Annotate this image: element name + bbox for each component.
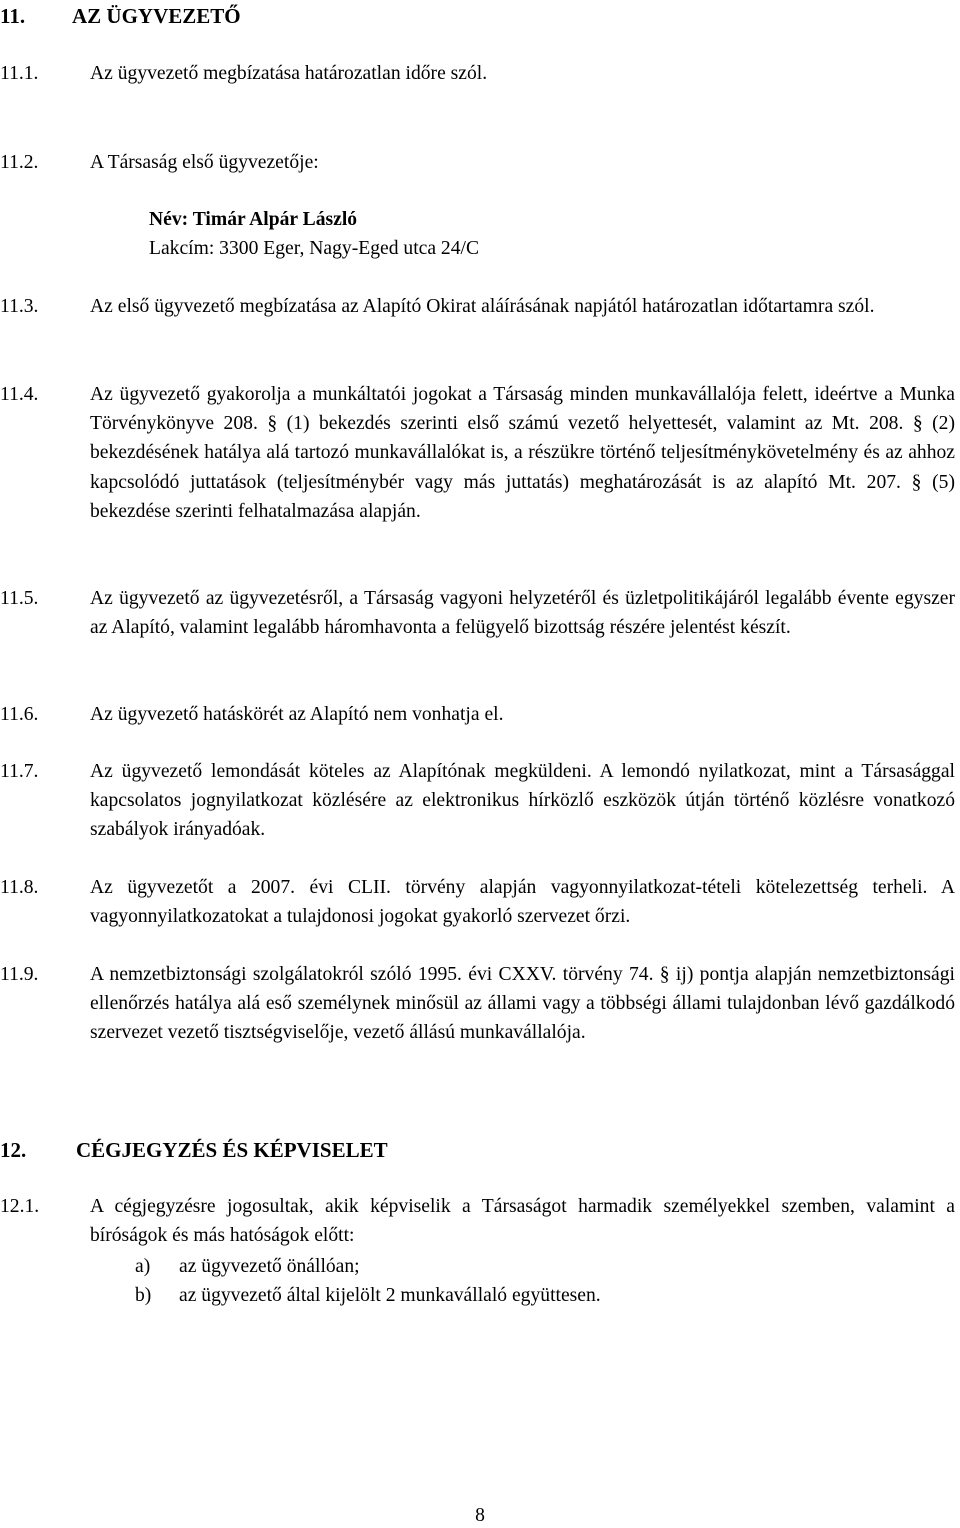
clause-11-9: [0, 960, 955, 1048]
option-letter: b): [135, 1285, 152, 1307]
option-text: az ügyvezető által kijelölt 2 munkavállaló együttesen.: [179, 1285, 601, 1307]
clause-number: 11.7.: [0, 761, 39, 782]
clause-number: 11.5.: [0, 588, 39, 609]
clause-text: Az ügyvezető az ügyvezetésről, a Társaság vagyoni helyzetéről és üzletpolitikájáról legalább évente egyszer az Alapító, valamint legalább háromhavonta a felügyelő bizottság részére jelentést készít.: [90, 588, 955, 639]
clause-11-2: [0, 148, 955, 177]
clause-text: A Társaság első ügyvezetője:: [90, 152, 319, 173]
clause-number: 11.6.: [0, 704, 39, 725]
page-number: 8: [475, 1505, 485, 1526]
clause-11-3: [0, 292, 955, 321]
clause-12-1: [0, 1192, 955, 1250]
clause-11-1: [0, 59, 955, 88]
clause-number: 11.2.: [0, 152, 39, 173]
section-number: 11.: [0, 4, 26, 28]
clause-11-7: [0, 757, 955, 845]
clause-number: 11.3.: [0, 296, 39, 317]
manager-address: Lakcím: 3300 Eger, Nagy-Eged utca 24/C: [149, 238, 480, 260]
section-number: 12.: [0, 1138, 27, 1162]
section-title: AZ ÜGYVEZETŐ: [72, 4, 241, 28]
option-text: az ügyvezető önállóan;: [179, 1256, 360, 1277]
clause-text: Az ügyvezető gyakorolja a munkáltatói jogokat a Társaság minden munkavállalója felett, ideértve a Munka Törvénykönyve 208. § (1) bekezdés szerinti első számú vezető helyettesét, valamint az Mt. 208. § (2) bekezdésének hatálya alá tartozó munkavállalókat is, a részükre történő teljesítménykövetelmény és az ahhoz kapcsolódó juttatások (teljesítménybér vagy más juttatás) meghatározását is az alapító Mt. 207. § (5) bekezdése szerinti felhatalmazása alapján.: [90, 384, 955, 522]
clause-text: Az ügyvezető lemondását köteles az Alapítónak megküldeni. A lemondó nyilatkozat, mint a Társasággal kapcsolatos jognyilatkozat közlésére az elektronikus hírközlő eszközök útján történő közlésre vonatkozó szabályok irányadóak.: [90, 761, 955, 841]
clause-11-8: [0, 873, 955, 931]
clause-text: Az ügyvezető hatáskörét az Alapító nem vonhatja el.: [90, 704, 504, 725]
clause-number: 11.1.: [0, 63, 39, 84]
clause-11-6: [0, 700, 955, 729]
option-letter: a): [135, 1256, 151, 1277]
clause-number: 12.1.: [0, 1196, 40, 1217]
clause-text: Az ügyvezetőt a 2007. évi CLII. törvény alapján vagyonnyilatkozat-tételi kötelezettség terheli. A vagyonnyilatkozatokat a tulajdonosi jogokat gyakorló szervezet őrzi.: [90, 877, 955, 928]
section-heading-12: [0, 1136, 388, 1165]
signatory-options: [135, 1252, 601, 1310]
clause-text: Az ügyvezető megbízatása határozatlan időre szól.: [90, 63, 488, 84]
clause-text: Az első ügyvezető megbízatása az Alapító Okirat aláírásának napjától határozatlan időtartamra szól.: [90, 296, 875, 317]
clause-number: 11.4.: [0, 384, 39, 405]
section-heading-11: [0, 2, 241, 31]
first-manager-details: [149, 205, 479, 263]
clause-number: 11.9.: [0, 964, 39, 985]
clause-number: 11.8.: [0, 877, 39, 898]
clause-text: A cégjegyzésre jogosultak, akik képviselik a Társaságot harmadik személyekkel szemben, valamint a bíróságok és más hatóságok előtt:: [90, 1196, 955, 1247]
clause-11-4: [0, 380, 955, 526]
option-a: [135, 1252, 601, 1281]
section-title: CÉGJEGYZÉS ÉS KÉPVISELET: [76, 1138, 388, 1162]
clause-text: A nemzetbiztonsági szolgálatokról szóló 1995. évi CXXV. törvény 74. § ij) pontja alapján nemzetbiztonsági ellenőrzés hatálya alá eső személynek minősül az állami vagy a többségi állami tulajdonban lévő gazdálkodó szervezet vezető tisztségviselője, vezető állású munkavállalója.: [90, 964, 955, 1044]
clause-11-5: [0, 584, 955, 642]
manager-name: Név: Timár Alpár László: [149, 209, 358, 230]
option-b: [135, 1281, 601, 1310]
